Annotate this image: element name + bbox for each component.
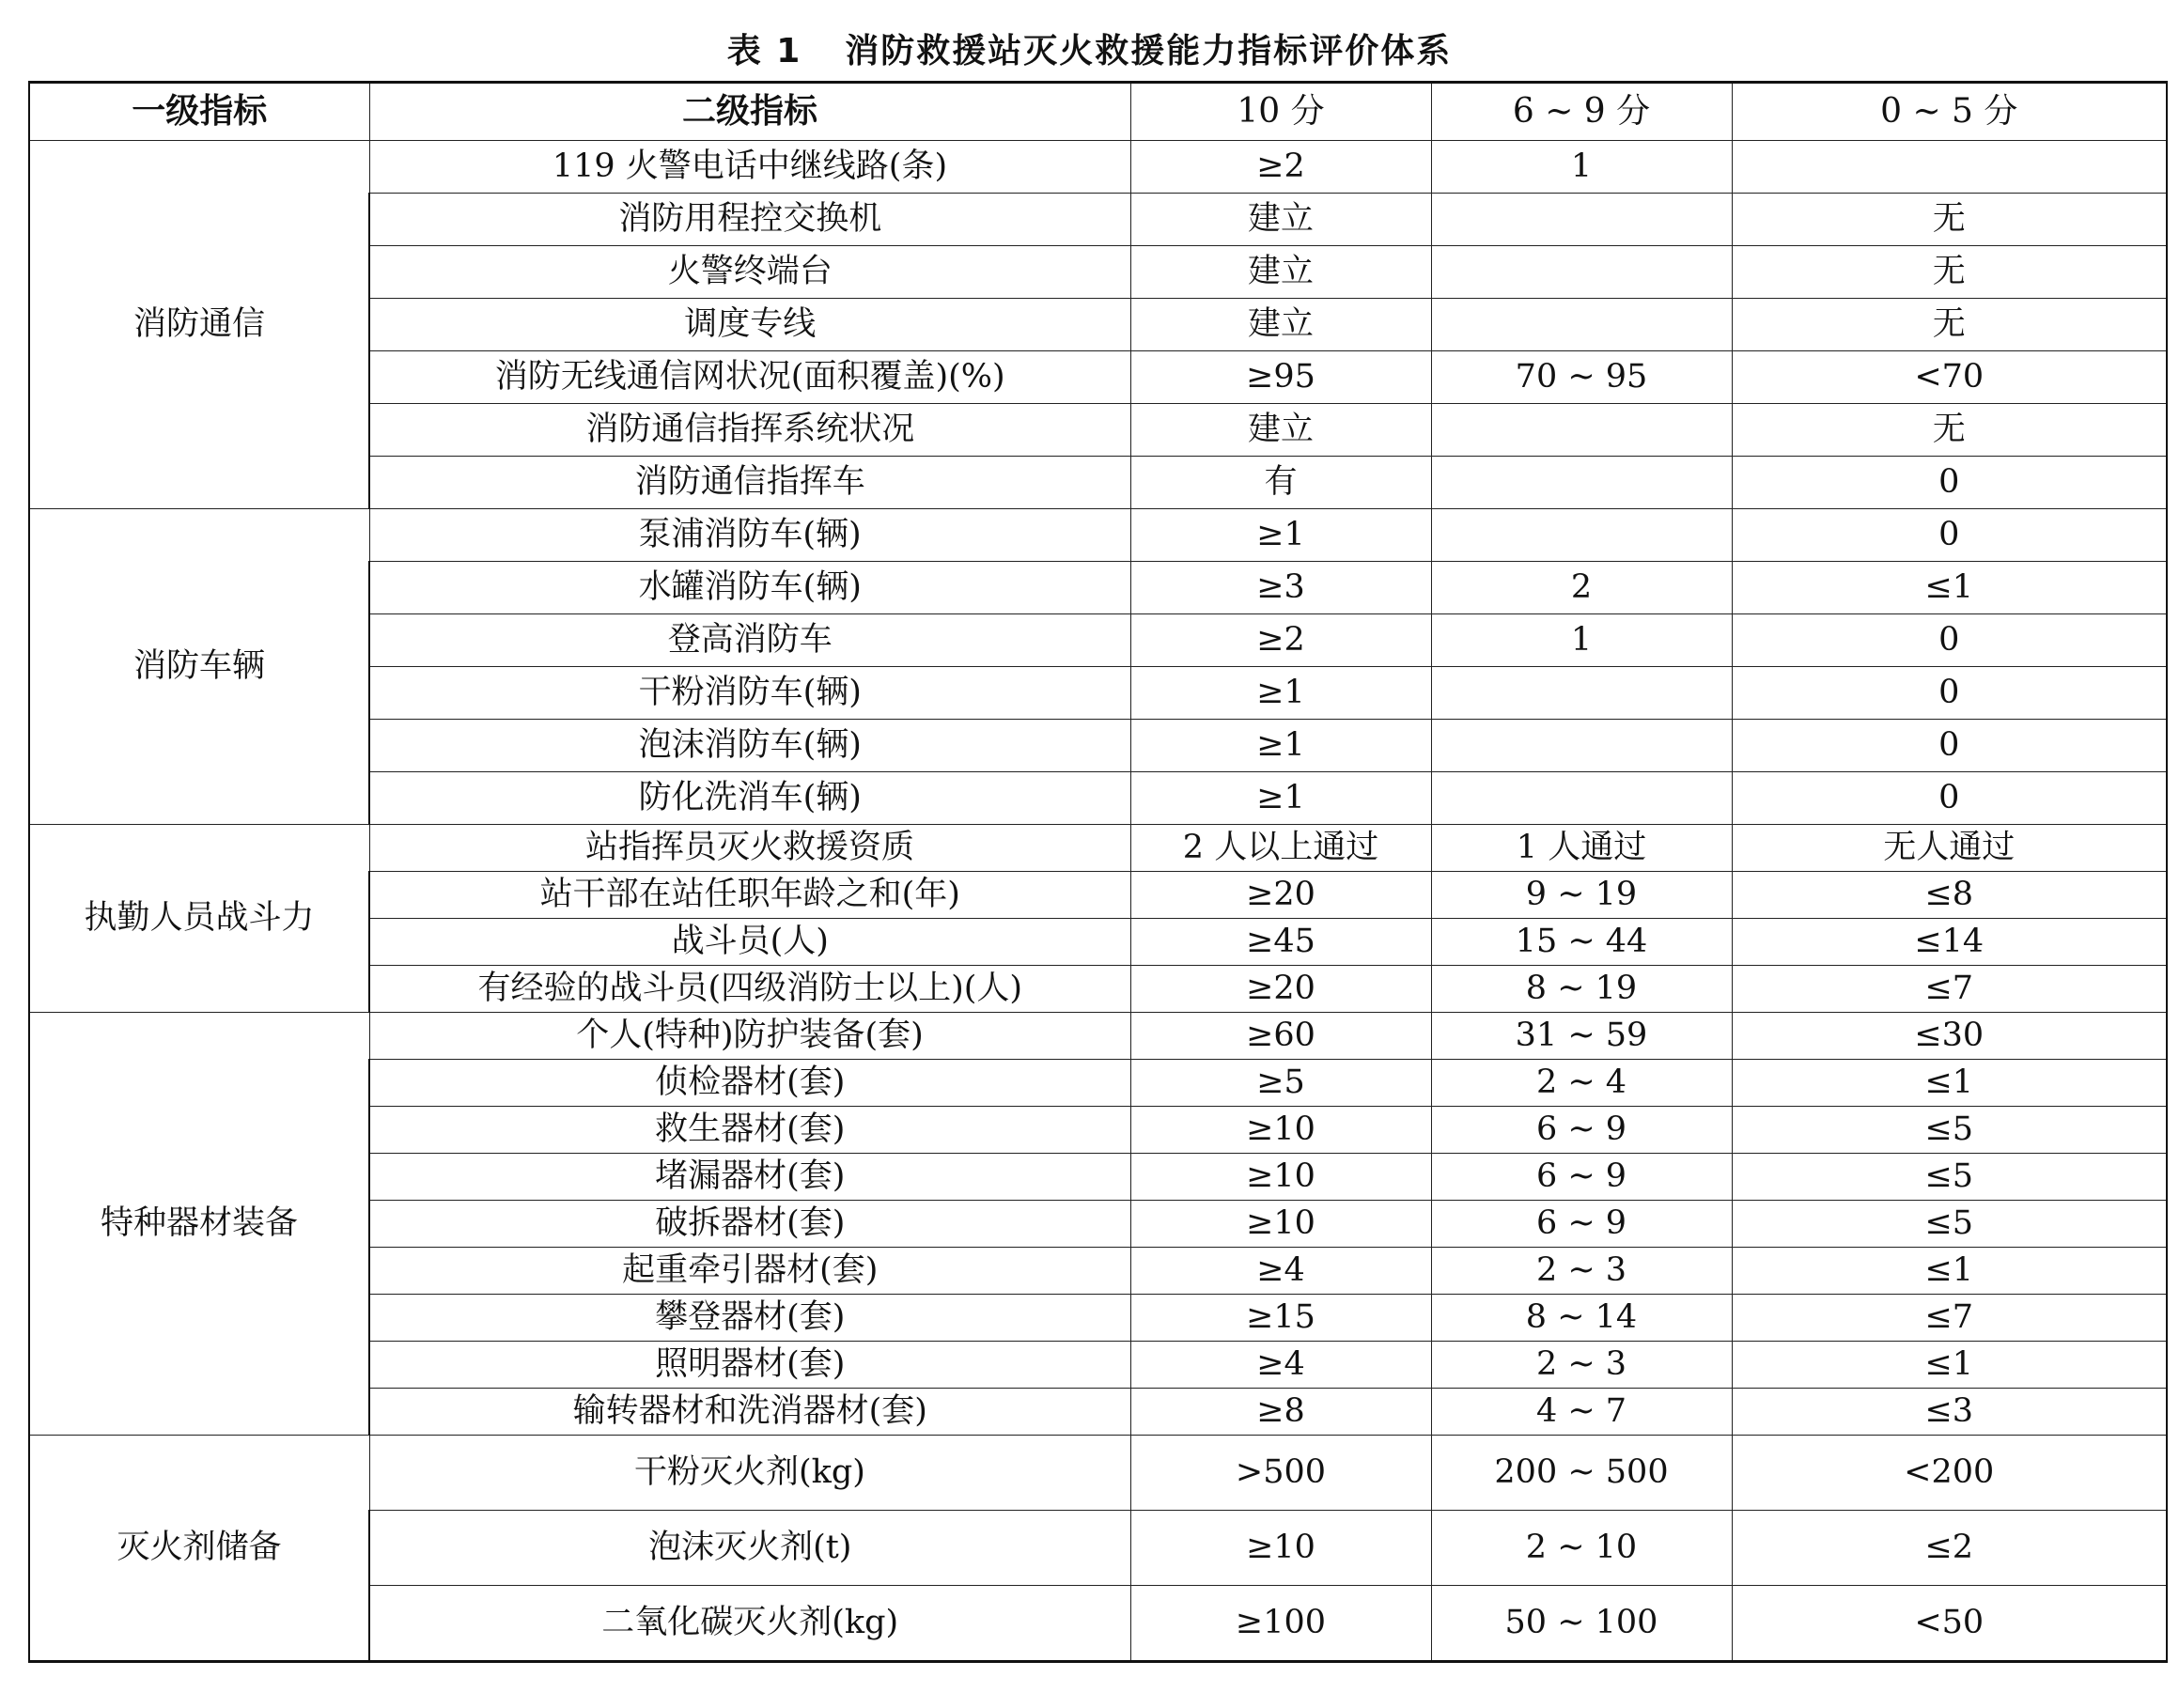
indicator-cell: 站干部在站任职年龄之和(年): [369, 872, 1130, 919]
indicator-cell: 起重牵引器材(套): [369, 1248, 1130, 1295]
indicator-cell: 119 火警电话中继线路(条): [369, 141, 1130, 194]
header-row: [29, 83, 2167, 141]
score-10-cell: ≥10: [1130, 1201, 1431, 1248]
score-6-9-cell: [1431, 299, 1732, 351]
score-10-cell: ≥15: [1130, 1295, 1431, 1342]
score-0-5-cell: ≤1: [1732, 562, 2167, 614]
score-10-cell: ≥100: [1130, 1586, 1431, 1662]
score-0-5-cell: <200: [1732, 1436, 2167, 1511]
indicator-cell: 消防无线通信网状况(面积覆盖)(%): [369, 351, 1130, 404]
score-0-5-cell: 0: [1732, 457, 2167, 509]
score-6-9-cell: 2 ~ 10: [1431, 1511, 1732, 1586]
indicator-cell: 调度专线: [369, 299, 1130, 351]
header-score-6-9: 6 ~ 9 分: [1431, 83, 1732, 141]
indicator-cell: 水罐消防车(辆): [369, 562, 1130, 614]
score-10-cell: ≥1: [1130, 772, 1431, 825]
header-score-0-5: 0 ~ 5 分: [1732, 83, 2167, 141]
indicator-cell: 有经验的战斗员(四级消防士以上)(人): [369, 966, 1130, 1013]
score-0-5-cell: 0: [1732, 772, 2167, 825]
score-10-cell: ≥60: [1130, 1013, 1431, 1060]
score-6-9-cell: 2 ~ 4: [1431, 1060, 1732, 1107]
score-0-5-cell: 无人通过: [1732, 825, 2167, 872]
score-10-cell: ≥1: [1130, 720, 1431, 772]
header-score-10: 10 分: [1130, 83, 1431, 141]
score-6-9-cell: [1431, 720, 1732, 772]
score-6-9-cell: [1431, 246, 1732, 299]
indicator-cell: 救生器材(套): [369, 1107, 1130, 1154]
score-6-9-cell: 6 ~ 9: [1431, 1154, 1732, 1201]
indicator-cell: 泵浦消防车(辆): [369, 509, 1130, 562]
score-0-5-cell: ≤7: [1732, 1295, 2167, 1342]
indicator-cell: 侦检器材(套): [369, 1060, 1130, 1107]
indicator-cell: 干粉灭火剂(kg): [369, 1436, 1130, 1511]
score-10-cell: ≥45: [1130, 919, 1431, 966]
header-primary-indicator: 一级指标: [29, 83, 369, 141]
score-0-5-cell: ≤8: [1732, 872, 2167, 919]
indicator-cell: 消防用程控交换机: [369, 194, 1130, 246]
score-6-9-cell: 6 ~ 9: [1431, 1201, 1732, 1248]
indicator-cell: 消防通信指挥系统状况: [369, 404, 1130, 457]
indicator-table: [28, 81, 2168, 1663]
score-6-9-cell: 31 ~ 59: [1431, 1013, 1732, 1060]
score-10-cell: ≥95: [1130, 351, 1431, 404]
score-10-cell: 有: [1130, 457, 1431, 509]
score-10-cell: 建立: [1130, 246, 1431, 299]
indicator-cell: 攀登器材(套): [369, 1295, 1130, 1342]
group-cell: 特种器材装备: [29, 1013, 369, 1436]
score-6-9-cell: 15 ~ 44: [1431, 919, 1732, 966]
score-0-5-cell: ≤1: [1732, 1248, 2167, 1295]
score-6-9-cell: 200 ~ 500: [1431, 1436, 1732, 1511]
score-6-9-cell: 2 ~ 3: [1431, 1342, 1732, 1389]
table-caption: [0, 24, 2179, 72]
score-0-5-cell: 0: [1732, 667, 2167, 720]
score-0-5-cell: 0: [1732, 614, 2167, 667]
score-10-cell: 建立: [1130, 404, 1431, 457]
score-0-5-cell: ≤14: [1732, 919, 2167, 966]
score-6-9-cell: 2 ~ 3: [1431, 1248, 1732, 1295]
score-0-5-cell: [1732, 141, 2167, 194]
indicator-cell: 破拆器材(套): [369, 1201, 1130, 1248]
indicator-cell: 站指挥员灭火救援资质: [369, 825, 1130, 872]
score-10-cell: ≥2: [1130, 614, 1431, 667]
score-6-9-cell: [1431, 772, 1732, 825]
indicator-cell: 泡沫消防车(辆): [369, 720, 1130, 772]
table-row: [29, 509, 2167, 562]
indicator-cell: 登高消防车: [369, 614, 1130, 667]
score-6-9-cell: [1431, 509, 1732, 562]
score-10-cell: ≥10: [1130, 1154, 1431, 1201]
score-6-9-cell: 1 人通过: [1431, 825, 1732, 872]
indicator-cell: 个人(特种)防护装备(套): [369, 1013, 1130, 1060]
score-10-cell: 建立: [1130, 299, 1431, 351]
indicator-cell: 火警终端台: [369, 246, 1130, 299]
score-0-5-cell: 0: [1732, 720, 2167, 772]
table-row: [29, 825, 2167, 872]
table-row: [29, 1436, 2167, 1511]
score-10-cell: ≥1: [1130, 509, 1431, 562]
score-0-5-cell: ≤5: [1732, 1107, 2167, 1154]
score-10-cell: 建立: [1130, 194, 1431, 246]
score-6-9-cell: 4 ~ 7: [1431, 1389, 1732, 1436]
score-6-9-cell: 2: [1431, 562, 1732, 614]
score-6-9-cell: 6 ~ 9: [1431, 1107, 1732, 1154]
table-number: 表 1: [726, 32, 802, 70]
score-0-5-cell: ≤5: [1732, 1201, 2167, 1248]
indicator-cell: 输转器材和洗消器材(套): [369, 1389, 1130, 1436]
score-10-cell: ≥20: [1130, 966, 1431, 1013]
score-6-9-cell: 50 ~ 100: [1431, 1586, 1732, 1662]
indicator-cell: 泡沫灭火剂(t): [369, 1511, 1130, 1586]
score-10-cell: ≥3: [1130, 562, 1431, 614]
indicator-cell: 照明器材(套): [369, 1342, 1130, 1389]
score-10-cell: ≥4: [1130, 1248, 1431, 1295]
score-10-cell: ≥1: [1130, 667, 1431, 720]
score-0-5-cell: ≤7: [1732, 966, 2167, 1013]
score-10-cell: 2 人以上通过: [1130, 825, 1431, 872]
score-0-5-cell: <50: [1732, 1586, 2167, 1662]
score-0-5-cell: ≤5: [1732, 1154, 2167, 1201]
score-0-5-cell: 无: [1732, 404, 2167, 457]
indicator-cell: 堵漏器材(套): [369, 1154, 1130, 1201]
score-0-5-cell: <70: [1732, 351, 2167, 404]
score-6-9-cell: 8 ~ 19: [1431, 966, 1732, 1013]
score-10-cell: ≥10: [1130, 1107, 1431, 1154]
score-6-9-cell: 70 ~ 95: [1431, 351, 1732, 404]
score-6-9-cell: [1431, 667, 1732, 720]
score-0-5-cell: ≤2: [1732, 1511, 2167, 1586]
group-cell: 执勤人员战斗力: [29, 825, 369, 1013]
score-10-cell: >500: [1130, 1436, 1431, 1511]
score-10-cell: ≥4: [1130, 1342, 1431, 1389]
score-6-9-cell: 1: [1431, 141, 1732, 194]
indicator-cell: 消防通信指挥车: [369, 457, 1130, 509]
score-10-cell: ≥10: [1130, 1511, 1431, 1586]
score-0-5-cell: ≤30: [1732, 1013, 2167, 1060]
score-0-5-cell: 无: [1732, 194, 2167, 246]
score-10-cell: ≥20: [1130, 872, 1431, 919]
score-6-9-cell: [1431, 457, 1732, 509]
indicator-cell: 干粉消防车(辆): [369, 667, 1130, 720]
score-0-5-cell: ≤1: [1732, 1060, 2167, 1107]
score-10-cell: ≥5: [1130, 1060, 1431, 1107]
indicator-cell: 二氧化碳灭火剂(kg): [369, 1586, 1130, 1662]
header-secondary-indicator: 二级指标: [369, 83, 1130, 141]
score-10-cell: ≥2: [1130, 141, 1431, 194]
indicator-cell: 防化洗消车(辆): [369, 772, 1130, 825]
table-title: 消防救援站灭火救援能力指标评价体系: [845, 32, 1453, 70]
indicator-cell: 战斗员(人): [369, 919, 1130, 966]
score-6-9-cell: 1: [1431, 614, 1732, 667]
score-0-5-cell: 无: [1732, 299, 2167, 351]
score-6-9-cell: 8 ~ 14: [1431, 1295, 1732, 1342]
score-6-9-cell: [1431, 404, 1732, 457]
score-0-5-cell: 无: [1732, 246, 2167, 299]
score-0-5-cell: 0: [1732, 509, 2167, 562]
group-cell: 消防通信: [29, 141, 369, 509]
group-cell: 灭火剂储备: [29, 1436, 369, 1662]
score-6-9-cell: 9 ~ 19: [1431, 872, 1732, 919]
table-row: [29, 141, 2167, 194]
score-0-5-cell: ≤1: [1732, 1342, 2167, 1389]
table-row: [29, 1013, 2167, 1060]
score-6-9-cell: [1431, 194, 1732, 246]
score-10-cell: ≥8: [1130, 1389, 1431, 1436]
group-cell: 消防车辆: [29, 509, 369, 825]
score-0-5-cell: ≤3: [1732, 1389, 2167, 1436]
